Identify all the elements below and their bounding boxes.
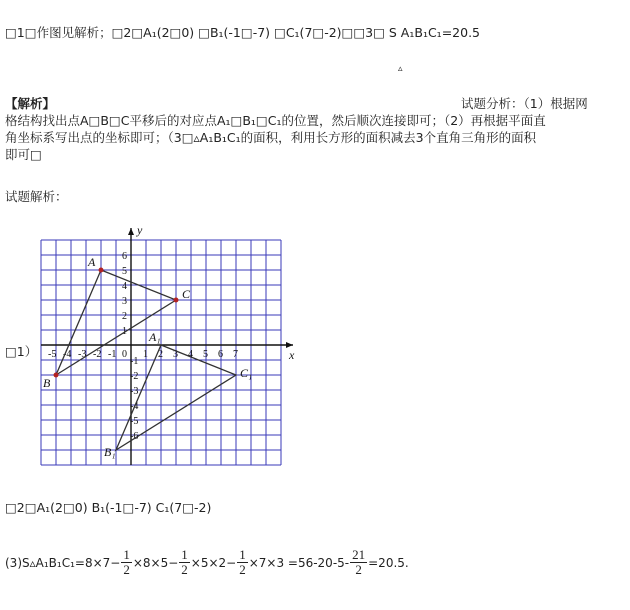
y-tick-label: 6	[122, 251, 127, 262]
analysis-line-2: 角坐标系写出点的坐标即可；（3□▵A₁B₁C₁的面积，利用长方形的面积减去3个直角三角形的面积	[5, 130, 537, 145]
part3-term-3: ×7×3 =56-20-5-	[248, 555, 350, 570]
y-tick-label: 4	[122, 281, 127, 292]
y-axis-label: y	[137, 225, 143, 237]
point-b	[54, 373, 59, 378]
y-tick-label: -5	[130, 416, 139, 427]
part1-label: □1）	[5, 344, 38, 359]
point-label-a1: A₁	[149, 330, 161, 344]
y-tick-label: 1	[122, 326, 127, 337]
part3-prefix: (3)S▵A₁B₁C₁=8×7−	[5, 555, 121, 570]
part3-result: =20.5.	[368, 555, 409, 570]
solution-heading: 试题解析：	[5, 189, 68, 204]
fraction-2-den: 2	[181, 562, 188, 577]
y-tick-label: 2	[122, 311, 127, 322]
y-tick-label: -3	[130, 386, 139, 397]
part3-term-2: ×5×2−	[190, 555, 237, 570]
analysis-line-3: 即可□	[5, 147, 42, 162]
analysis-heading: 【解析】	[5, 96, 56, 111]
x-tick-label: 4	[188, 349, 193, 360]
x-tick-label: 7	[233, 349, 238, 360]
fraction-4-den: 2	[355, 562, 362, 577]
fraction-1-num: 1	[123, 547, 130, 562]
x-tick-label: -4	[63, 349, 72, 360]
point-c	[174, 298, 179, 303]
point-label-b: B	[43, 376, 51, 390]
x-tick-label: -2	[93, 349, 102, 360]
y-axis-arrow	[128, 228, 134, 235]
x-tick-label: 2	[158, 349, 163, 360]
y-tick-label: -2	[130, 371, 139, 382]
y-tick-label: -1	[130, 356, 139, 367]
analysis-line-1: 格结构找出点A□B□C平移后的对应点A₁□B₁□C₁的位置，然后顺次连接即可；（2）再根据平面直	[5, 113, 546, 128]
fraction-3-den: 2	[239, 562, 246, 577]
part2-coordinates: □2□A₁(2□0) B₁(-1□-7) C₁(7□-2)	[5, 500, 212, 515]
fraction-1	[121, 548, 132, 577]
x-tick-label: -5	[48, 349, 57, 360]
fraction-3-num: 1	[239, 547, 246, 562]
y-tick-label: 3	[122, 296, 127, 307]
fraction-1-den: 2	[123, 562, 130, 577]
analysis-intro: 试题分析：（1）根据网	[461, 96, 588, 111]
point-a	[99, 268, 104, 273]
point-label-c1: C₁	[240, 366, 253, 380]
x-tick-label: 3	[173, 349, 178, 360]
part3-term-1: ×8×5−	[132, 555, 179, 570]
x-tick-label: -3	[78, 349, 87, 360]
x-tick-label: 5	[203, 349, 208, 360]
fraction-3	[237, 548, 248, 577]
part3-area-formula	[5, 548, 409, 577]
fraction-4-num: 21	[352, 547, 366, 562]
point-label-b1: B₁	[104, 445, 116, 459]
x-tick-label: 1	[143, 349, 148, 360]
y-tick-label: 5	[122, 266, 127, 277]
fraction-4	[350, 548, 367, 577]
answer-summary-line: □1□作图见解析；□2□A₁(2□0) □B₁(-1□-7) □C₁(7□-2)□□3□ S A₁B₁C₁=20.5	[5, 25, 481, 40]
x-tick-label: 6	[218, 349, 223, 360]
x-axis-label: x	[289, 348, 295, 362]
triangle-mark: ▵	[398, 64, 403, 74]
fraction-2-num: 1	[181, 547, 188, 562]
x-tick-label: 0	[122, 349, 127, 360]
point-label-a: A	[88, 255, 96, 269]
coordinate-grid-figure	[30, 225, 295, 473]
y-tick-label: -4	[130, 401, 139, 412]
y-tick-label: -6	[130, 431, 139, 442]
fraction-2	[179, 548, 190, 577]
x-tick-label: -1	[108, 349, 117, 360]
point-label-c: C	[182, 287, 191, 301]
